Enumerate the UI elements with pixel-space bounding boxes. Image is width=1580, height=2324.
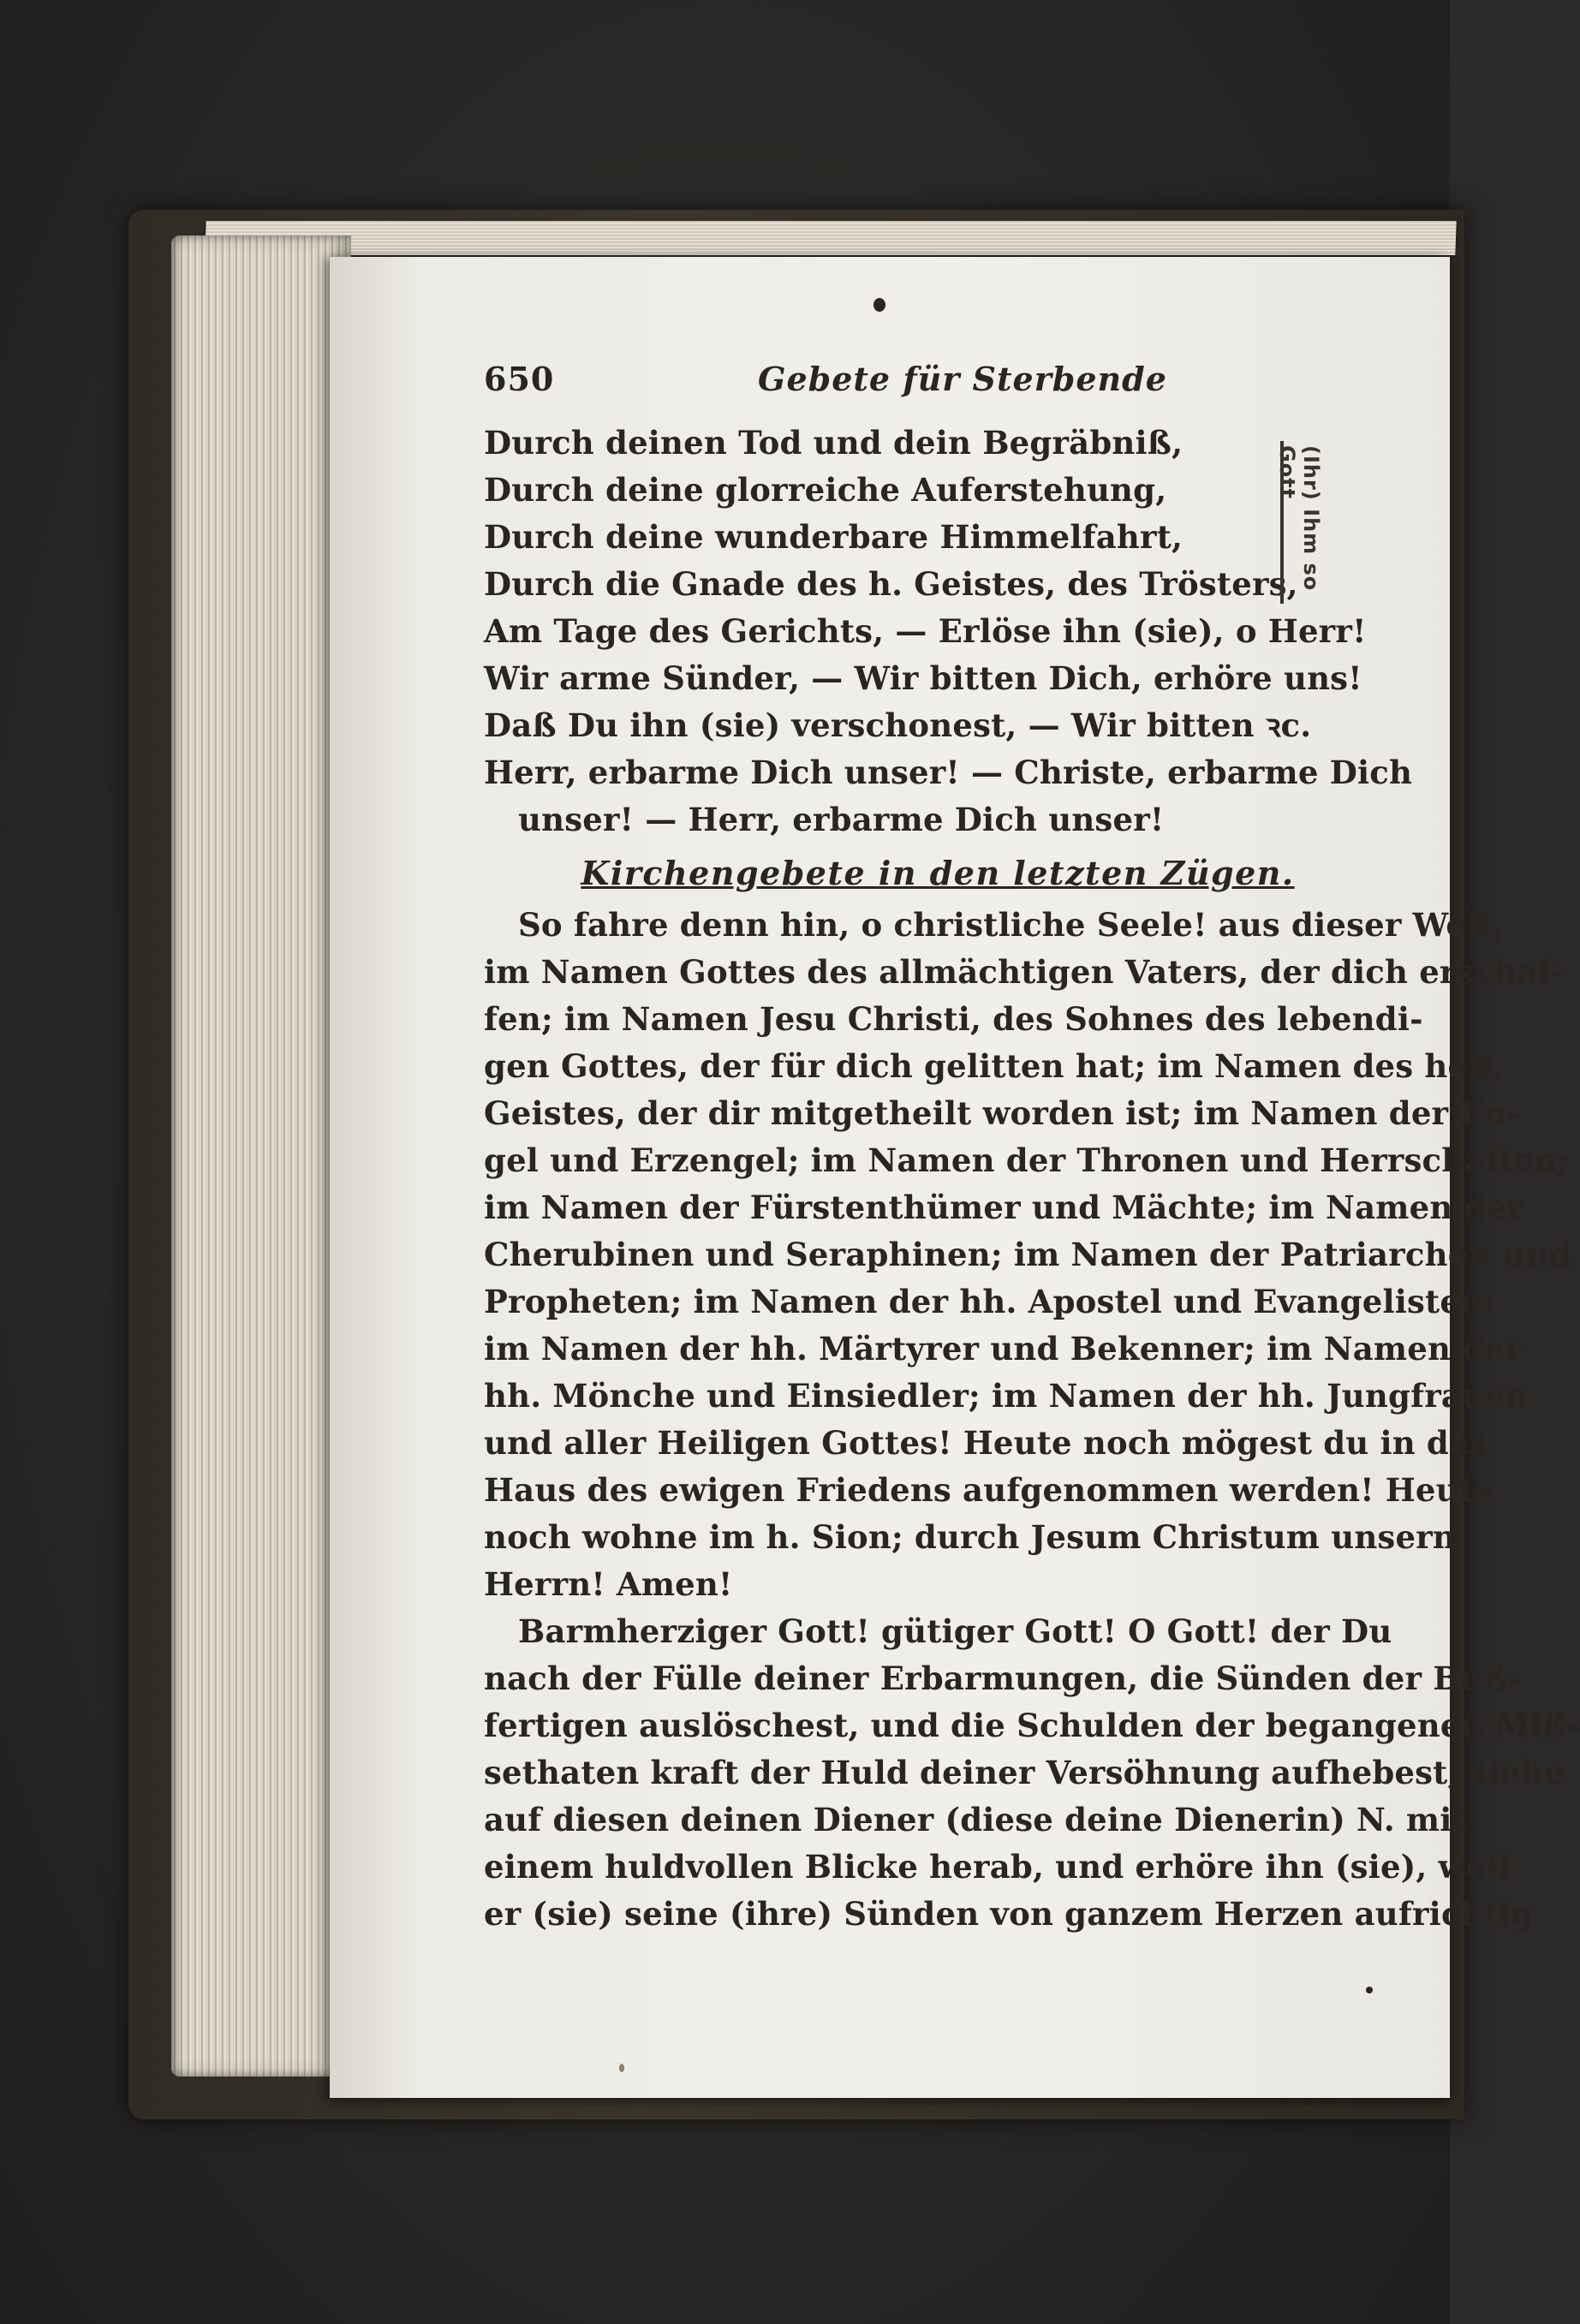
prayer-line: Haus des ewigen Friedens aufgenommen werden! Heute — [484, 1471, 1494, 1509]
ink-speck — [1366, 1987, 1373, 1993]
litany-line: Am Tage des Gerichts, — Erlöse ihn (sie), o Herr! — [484, 612, 1367, 650]
prayer-paragraph — [484, 1608, 1580, 1938]
prayer-line: Geistes, der dir mitgetheilt worden ist; im Namen der En- — [484, 1094, 1521, 1132]
prayer-line: gel und Erzengel; im Namen der Thronen und Herrschaften; — [484, 1141, 1570, 1179]
prayer-line: So fahre denn hin, o christliche Seele! aus dieser Welt, — [518, 906, 1505, 944]
page-content — [484, 360, 1580, 1938]
prayer-line: fen; im Namen Jesu Christi, des Sohnes des lebendi- — [484, 1000, 1423, 1038]
prayer-line: im Namen Gottes des allmächtigen Vaters, der dich erschaf- — [484, 953, 1565, 991]
litany-line: Durch deinen Tod und dein Begräbniß, — [484, 424, 1184, 462]
page-edges — [171, 235, 351, 2077]
margin-note: (Ihr) Ihm so Gott — [1275, 445, 1323, 592]
prayer-line: hh. Mönche und Einsiedler; im Namen der hh. Jungfrauen — [484, 1377, 1529, 1415]
litany-block — [484, 420, 1413, 843]
prayer-line: fertigen auslöschest, und die Schulden der begangenen Miß- — [484, 1707, 1580, 1744]
prayer-line: einem huldvollen Blicke herab, und erhöre ihn (sie), weil — [484, 1848, 1511, 1886]
litany-line: Durch deine glorreiche Auferstehung, — [484, 471, 1167, 509]
prayer-line: Cherubinen und Seraphinen; im Namen der Patriarchen und — [484, 1236, 1571, 1273]
litany-line: unser! — Herr, erbarme Dich unser! — [518, 801, 1165, 838]
prayer-line: Propheten; im Namen der hh. Apostel und Evangelisten; — [484, 1283, 1496, 1320]
prayer-line: noch wohne im h. Sion; durch Jesum Christum unsern — [484, 1518, 1456, 1556]
prayer-line: im Namen der Fürstenthümer und Mächte; im Namen der — [484, 1189, 1524, 1226]
litany-line: Herr, erbarme Dich unser! — Christe, erbarme Dich — [484, 754, 1413, 791]
prayer-line: auf diesen deinen Diener (diese deine Dienerin) N. mit — [484, 1801, 1467, 1838]
prayer-line: im Namen der hh. Märtyrer und Bekenner; im Namen der — [484, 1330, 1522, 1368]
prayer-line: und aller Heiligen Gottes! Heute noch mögest du in das — [484, 1424, 1488, 1462]
prayer-line: sethaten kraft der Huld deiner Versöhnung aufhebest, siehe — [484, 1754, 1565, 1791]
litany-line: Durch die Gnade des h. Geistes, des Trösters, — [484, 565, 1298, 603]
litany-line: Wir arme Sünder, — Wir bitten Dich, erhöre uns! — [484, 659, 1362, 697]
prayer-line: Barmherziger Gott! gütiger Gott! O Gott! der Du — [518, 1612, 1392, 1650]
ink-speck — [873, 298, 885, 312]
section-title: Kirchengebete in den letzten Zügen. — [581, 854, 1295, 892]
litany-line: Durch deine wunderbare Himmelfahrt, — [484, 518, 1184, 556]
prayer-line: Herrn! Amen! — [484, 1565, 733, 1603]
prayer-line: er (sie) seine (ihre) Sünden von ganzem Herzen aufrichtig — [484, 1895, 1534, 1933]
prayer-paragraph — [484, 902, 1571, 1608]
prayer-line: nach der Fülle deiner Erbarmungen, die Sünden der Buß- — [484, 1660, 1521, 1697]
running-head-title: Gebete für Sterbende — [758, 360, 1167, 398]
litany-line: Daß Du ihn (sie) verschonest, — Wir bitten ꝛc. — [484, 706, 1312, 744]
page-top-edge — [205, 221, 1456, 255]
paper-speck — [619, 2064, 624, 2072]
page-number: 650 — [484, 360, 555, 398]
prayer-line: gen Gottes, der für dich gelitten hat; im Namen des heil. — [484, 1047, 1504, 1085]
running-head — [484, 360, 1392, 420]
